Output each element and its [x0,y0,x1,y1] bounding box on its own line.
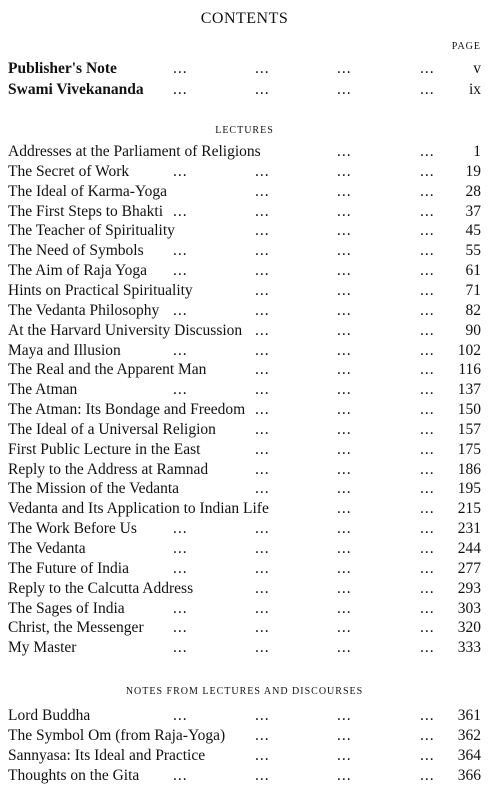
leader-dots: ... [420,143,435,160]
toc-entry-title: The Future of India [8,559,129,577]
leader-dots: ... [255,281,270,299]
leader-dots: ... [420,727,435,744]
toc-entry [8,599,481,619]
toc-entry-page: 362 [457,727,481,744]
toc-entry [8,539,481,559]
toc-entry [8,638,481,658]
leader-dots: ... [420,767,435,784]
leader-dots: ... [255,599,270,617]
toc-entry [8,726,481,746]
leader-dots: ... [255,540,270,557]
leader-dots: ... [337,540,352,557]
toc-entry-title: The Secret of Work [8,162,130,180]
leader-dots: ... [420,262,435,280]
leader-dots: ... [173,540,188,557]
toc-entry [8,80,481,100]
leader-dots: ... [255,747,270,764]
leader-dots: ... [337,520,352,538]
toc-entry-title: The Vedanta Philosophy [8,301,160,319]
leader-dots: ... [337,500,352,518]
leader-dots: ... [337,281,352,299]
leader-dots: ... [173,619,188,637]
leader-dots: ... [255,460,270,478]
leader-dots: ... [255,81,270,98]
leader-dots: ... [255,401,270,419]
leader-dots: ... [337,639,352,657]
toc-entry-page: 244 [457,540,481,557]
leader-dots: ... [420,401,435,419]
leader-dots: ... [173,242,188,260]
toc-entry-title: The First Steps to Bhakti [8,202,163,220]
leader-dots: ... [337,381,352,399]
toc-entry-title: The Atman [8,381,78,399]
leader-dots: ... [420,559,435,577]
page-title: CONTENTS [200,10,289,27]
leader-dots: ... [420,480,435,498]
toc-entry-title: The Ideal of Karma-Yoga [8,182,167,200]
leader-dots: ... [255,767,270,784]
leader-dots: ... [337,222,352,240]
lectures-header: LECTURES [215,125,274,136]
toc-entry-page: 195 [457,480,481,498]
toc-entry-title: The Need of Symbols [8,242,144,260]
leader-dots: ... [337,262,352,280]
toc-entry-page: 361 [457,707,481,724]
toc-entry [8,766,481,786]
toc-entry [8,221,481,241]
toc-entry-title: Christ, the Messenger [8,619,144,637]
toc-entry-page: v [473,60,481,77]
leader-dots: ... [337,81,352,98]
toc-entry-page: 157 [457,420,481,438]
leader-dots: ... [420,60,435,77]
toc-entry [8,618,481,638]
leader-dots: ... [173,559,188,577]
leader-dots: ... [173,707,188,724]
leader-dots: ... [337,747,352,764]
toc-entry [8,579,481,599]
toc-entry-title: The Sages of India [8,599,125,617]
toc-entry-title: The Symbol Om (from Raja-Yoga) [8,727,226,744]
toc-entry [8,519,481,539]
leader-dots: ... [255,480,270,498]
toc-entry [8,281,481,301]
toc-entry [8,321,481,341]
toc-entry [8,360,481,380]
toc-entry-page: 116 [458,361,481,379]
toc-entry-title: Publisher's Note [8,60,117,77]
toc-entry [8,59,481,79]
leader-dots: ... [255,381,270,399]
toc-entry-page: 61 [465,262,481,280]
leader-dots: ... [255,321,270,339]
leader-dots: ... [173,767,188,784]
toc-entry-title: The Mission of the Vedanta [8,480,180,498]
toc-entry [8,162,481,182]
toc-entry [8,142,481,162]
toc-entry [8,499,481,519]
leader-dots: ... [173,162,188,180]
leader-dots: ... [337,321,352,339]
leader-dots: ... [420,579,435,597]
leader-dots: ... [173,301,188,319]
toc-entry [8,380,481,400]
toc-entry-page: ix [468,81,481,98]
leader-dots: ... [337,341,352,359]
leader-dots: ... [420,81,435,98]
toc-entry [8,746,481,766]
toc-entry [8,241,481,261]
toc-entry [8,479,481,499]
leader-dots: ... [337,420,352,438]
leader-dots: ... [337,599,352,617]
toc-entry [8,559,481,579]
leader-dots: ... [420,381,435,399]
toc-entry-page: 82 [465,301,481,319]
toc-entry-title: Addresses at the Parliament of Religions [8,143,261,160]
leader-dots: ... [337,440,352,458]
leader-dots: ... [420,361,435,379]
leader-dots: ... [255,182,270,200]
toc-entry-title: At the Harvard University Discussion [8,321,243,339]
leader-dots: ... [255,440,270,458]
leader-dots: ... [255,420,270,438]
leader-dots: ... [173,262,188,280]
toc-entry [8,202,481,222]
leader-dots: ... [173,639,188,657]
toc-entry-page: 293 [457,579,481,597]
leader-dots: ... [255,707,270,724]
leader-dots: ... [420,301,435,319]
leader-dots: ... [420,639,435,657]
toc-entry-page: 71 [465,281,481,299]
leader-dots: ... [255,639,270,657]
toc-entry-title: The Teacher of Spirituality [8,222,175,240]
toc-entry-title: Reply to the Calcutta Address [8,579,194,597]
toc-entry-page: 28 [465,182,481,200]
toc-entry-page: 90 [465,321,481,339]
toc-entry-title: The Atman: Its Bondage and Freedom [8,401,246,419]
toc-entry-page: 320 [457,619,481,637]
toc-entry [8,706,481,726]
leader-dots: ... [255,262,270,280]
toc-entry-page: 37 [465,202,481,220]
toc-entry [8,261,481,281]
leader-dots: ... [173,599,188,617]
leader-dots: ... [337,401,352,419]
leader-dots: ... [420,707,435,724]
leader-dots: ... [337,460,352,478]
leader-dots: ... [255,202,270,220]
leader-dots: ... [337,182,352,200]
leader-dots: ... [337,767,352,784]
leader-dots: ... [255,579,270,597]
toc-entry-page: 102 [457,341,481,359]
leader-dots: ... [255,162,270,180]
notes-header: NOTES FROM LECTURES AND DISCOURSES [125,686,364,697]
leader-dots: ... [337,162,352,180]
leader-dots: ... [173,60,188,77]
toc-entry-page: 215 [457,500,481,518]
toc-entry [8,341,481,361]
toc-entry [8,460,481,480]
toc-entry-page: 333 [457,639,481,657]
toc-entry-title: Hints on Practical Spirituality [8,281,193,299]
toc-entry-title: Swami Vivekananda [8,81,144,98]
leader-dots: ... [173,520,188,538]
leader-dots: ... [255,559,270,577]
leader-dots: ... [420,182,435,200]
leader-dots: ... [173,202,188,220]
leader-dots: ... [255,619,270,637]
toc-entry-page: 45 [465,222,481,240]
leader-dots: ... [337,60,352,77]
leader-dots: ... [173,341,188,359]
toc-entry [8,440,481,460]
toc-entry-page: 1 [473,143,481,160]
toc-entry-title: My Master [8,639,77,657]
leader-dots: ... [337,480,352,498]
leader-dots: ... [420,341,435,359]
leader-dots: ... [337,579,352,597]
leader-dots: ... [255,361,270,379]
leader-dots: ... [420,747,435,764]
toc-entry-page: 55 [465,242,481,260]
toc-entry-title: The Ideal of a Universal Religion [8,420,216,438]
leader-dots: ... [420,242,435,260]
toc-entry-page: 231 [457,520,481,538]
toc-entry [8,420,481,440]
toc-entry-page: 175 [457,440,481,458]
toc-entry-title: Thoughts on the Gita [8,767,140,784]
toc-entry-title: Sannyasa: Its Ideal and Practice [8,747,206,764]
leader-dots: ... [337,202,352,220]
leader-dots: ... [255,727,270,744]
page-column-header: PAGE [451,41,481,52]
toc-entry-title: Reply to the Address at Ramnad [8,460,209,478]
leader-dots: ... [420,202,435,220]
toc-entry-title: The Vedanta [8,540,86,557]
toc-entry-title: The Work Before Us [8,520,137,538]
toc-entry-page: 19 [465,162,481,180]
leader-dots: ... [173,381,188,399]
leader-dots: ... [337,301,352,319]
leader-dots: ... [420,162,435,180]
leader-dots: ... [420,520,435,538]
leader-dots: ... [337,727,352,744]
leader-dots: ... [420,440,435,458]
leader-dots: ... [337,707,352,724]
toc-entry-page: 137 [457,381,481,399]
toc-entry [8,400,481,420]
leader-dots: ... [255,520,270,538]
leader-dots: ... [420,222,435,240]
toc-entry-title: Vedanta and Its Application to Indian Life [8,500,269,518]
leader-dots: ... [255,242,270,260]
leader-dots: ... [420,599,435,617]
toc-entry-page: 277 [457,559,481,577]
toc-entry-page: 366 [457,767,481,784]
leader-dots: ... [420,321,435,339]
toc-entry-title: The Real and the Apparent Man [8,361,207,379]
toc-entry [8,301,481,321]
leader-dots: ... [255,301,270,319]
toc-entry [8,182,481,202]
leader-dots: ... [337,559,352,577]
toc-entry-page: 303 [457,599,481,617]
leader-dots: ... [420,281,435,299]
leader-dots: ... [420,460,435,478]
toc-entry-title: Lord Buddha [8,707,91,724]
toc-entry-title: Maya and Illusion [8,341,121,359]
toc-entry-title: First Public Lecture in the East [8,440,201,458]
leader-dots: ... [255,60,270,77]
toc-entry-page: 186 [457,460,481,478]
leader-dots: ... [255,222,270,240]
leader-dots: ... [420,619,435,637]
leader-dots: ... [337,242,352,260]
leader-dots: ... [255,341,270,359]
leader-dots: ... [337,143,352,160]
leader-dots: ... [173,81,188,98]
leader-dots: ... [337,619,352,637]
toc-entry-page: 364 [457,747,481,764]
leader-dots: ... [420,500,435,518]
leader-dots: ... [337,361,352,379]
leader-dots: ... [420,420,435,438]
leader-dots: ... [420,540,435,557]
toc-entry-page: 150 [457,401,481,419]
toc-entry-title: The Aim of Raja Yoga [8,262,148,280]
